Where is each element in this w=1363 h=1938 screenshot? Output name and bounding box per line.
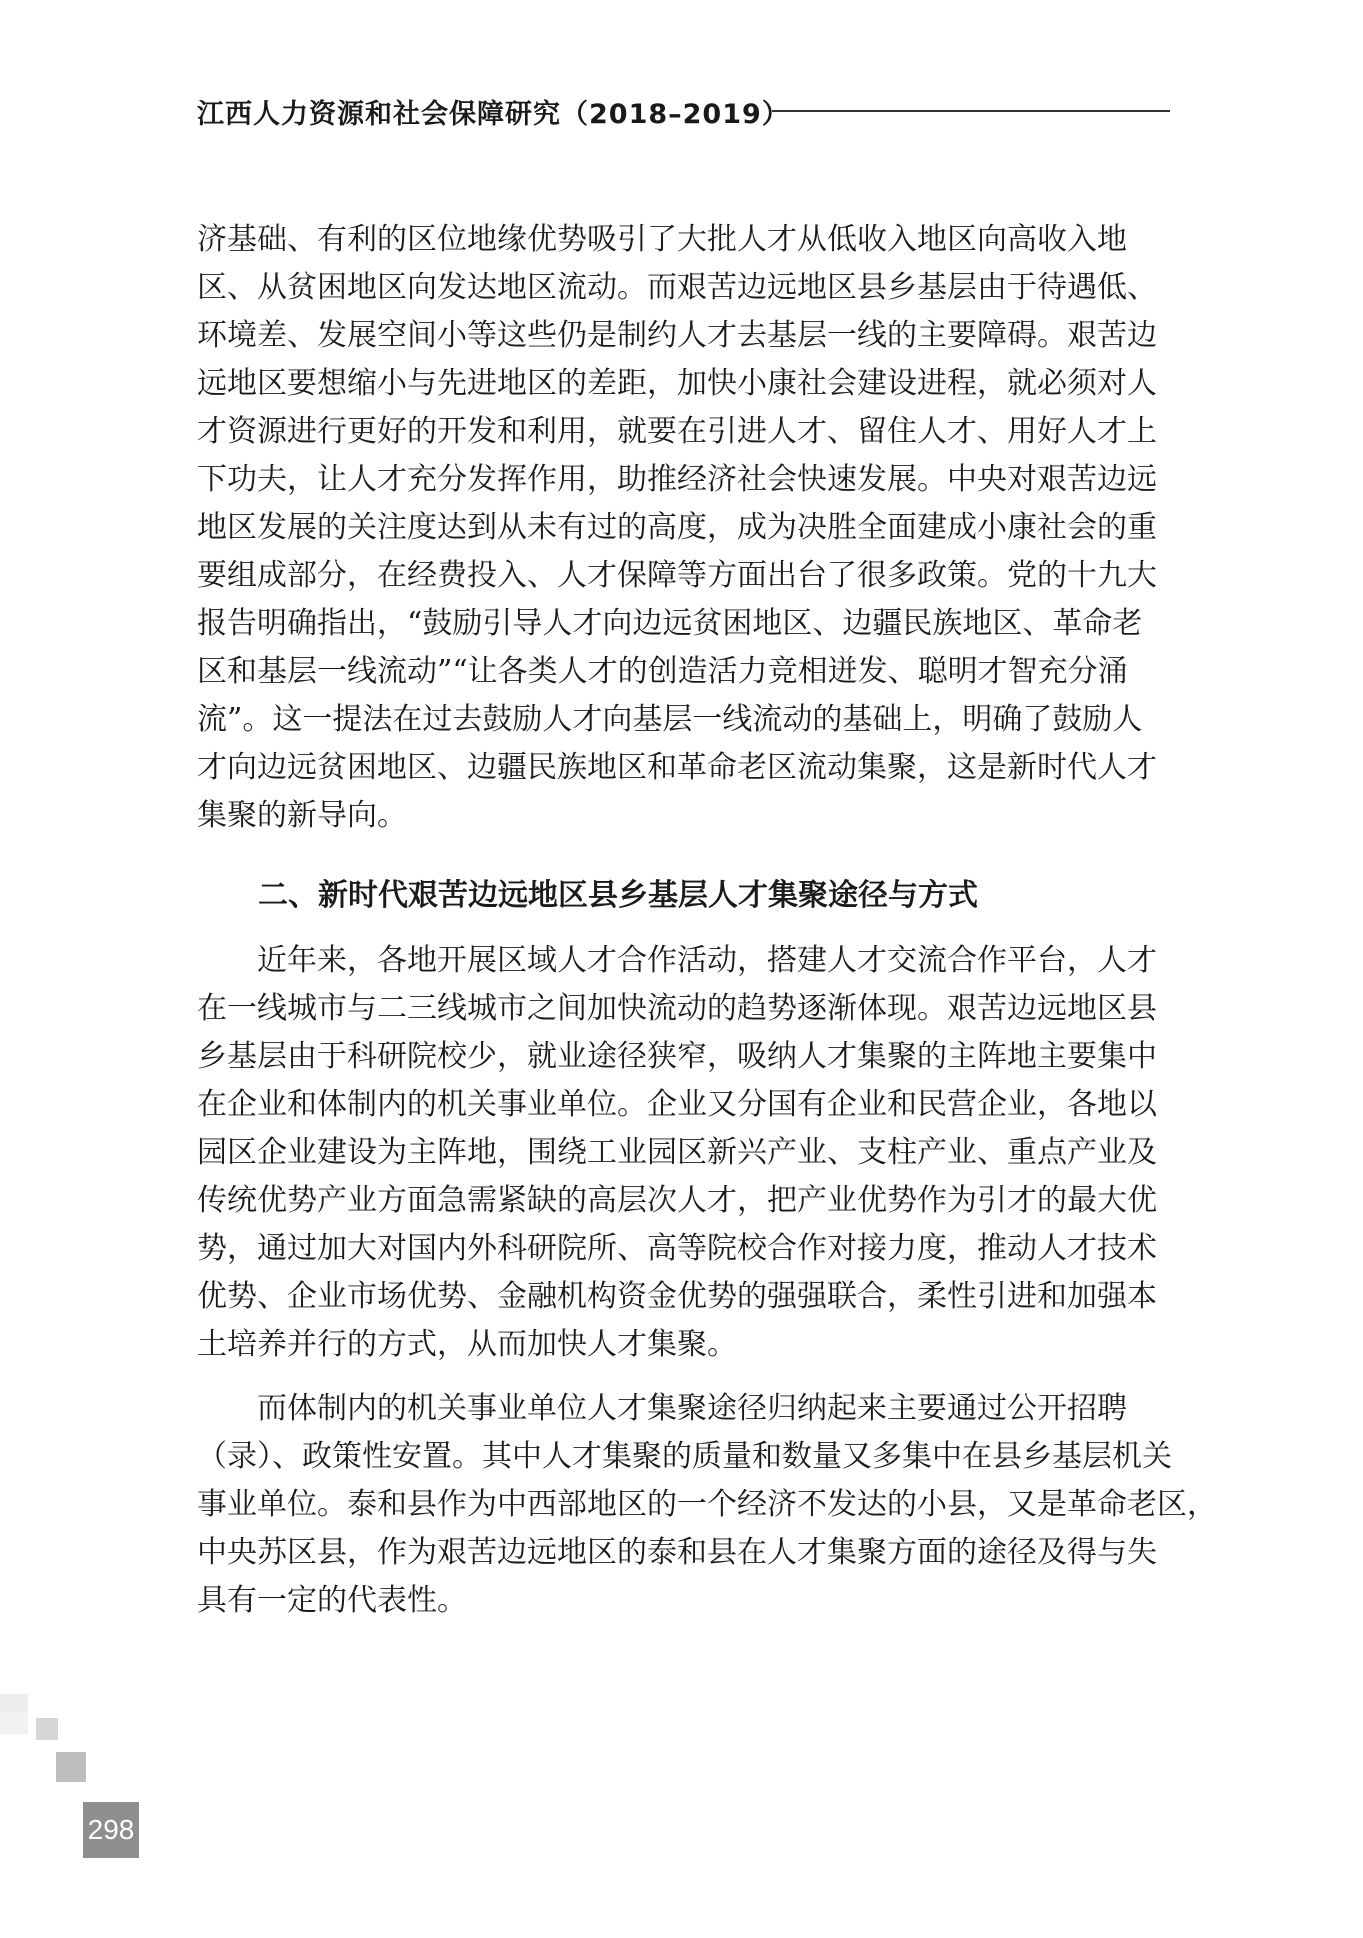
text-line: 具有一定的代表性。	[197, 1583, 467, 1618]
text-line: 才向边远贫困地区、边疆民族地区和革命老区流动集聚，这是新时代人才	[197, 750, 1157, 785]
text-line: 中央苏区县，作为艰苦边远地区的泰和县在人才集聚方面的途径及得与失	[197, 1535, 1157, 1570]
text-line: 优势、企业市场优势、金融机构资金优势的强强联合，柔性引进和加强本	[197, 1279, 1157, 1314]
text-line: 才资源进行更好的开发和利用，就要在引进人才、留住人才、用好人才上	[197, 414, 1157, 449]
text-line: 乡基层由于科研院校少，就业途径狭窄，吸纳人才集聚的主阵地主要集中	[197, 1039, 1157, 1074]
decorative-square	[36, 1718, 58, 1740]
text-line: （录）、政策性安置。其中人才集聚的质量和数量又多集中在县乡基层机关	[197, 1439, 1172, 1474]
running-header-title: 江西人力资源和社会保障研究（2018–2019）	[197, 99, 790, 130]
paragraph-3	[197, 1385, 1217, 1625]
text-line: 在一线城市与二三线城市之间加快流动的趋势逐渐体现。艰苦边远地区县	[197, 991, 1157, 1026]
section-heading: 二、新时代艰苦边远地区县乡基层人才集聚途径与方式	[258, 878, 978, 913]
text-line: 势，通过加大对国内外科研院所、高等院校合作对接力度，推动人才技术	[197, 1231, 1157, 1266]
text-line: 环境差、发展空间小等这些仍是制约人才去基层一线的主要障碍。艰苦边	[197, 318, 1157, 353]
text-line: 济基础、有利的区位地缘优势吸引了大批人才从低收入地区向高收入地	[197, 222, 1127, 257]
text-line: 传统优势产业方面急需紧缺的高层次人才，把产业优势作为引才的最大优	[197, 1183, 1157, 1218]
text-line: 而体制内的机关事业单位人才集聚途径归纳起来主要通过公开招聘	[257, 1391, 1127, 1426]
text-line: 集聚的新导向。	[197, 798, 407, 833]
text-line: 流”。这一提法在过去鼓励人才向基层一线流动的基础上，明确了鼓励人	[197, 702, 1143, 737]
text-line: 土培养并行的方式，从而加快人才集聚。	[197, 1327, 737, 1362]
header-rule	[772, 110, 1170, 112]
text-line: 区、从贫困地区向发达地区流动。而艰苦边远地区县乡基层由于待遇低、	[197, 270, 1157, 305]
decorative-square	[56, 1752, 86, 1782]
paragraph-2	[197, 937, 1172, 1369]
paragraph-1	[197, 216, 1172, 840]
decorative-square	[0, 1712, 28, 1734]
text-line: 地区发展的关注度达到从未有过的高度，成为决胜全面建成小康社会的重	[197, 510, 1157, 545]
text-line: 区和基层一线流动”“让各类人才的创造活力竞相迸发、聪明才智充分涌	[197, 654, 1128, 689]
page-number: 298	[83, 1802, 139, 1858]
text-line: 在企业和体制内的机关事业单位。企业又分国有企业和民营企业，各地以	[197, 1087, 1157, 1122]
text-line: 事业单位。泰和县作为中西部地区的一个经济不发达的小县，又是革命老区，	[197, 1487, 1217, 1522]
text-line: 报告明确指出，“鼓励引导人才向边远贫困地区、边疆民族地区、革命老	[197, 606, 1143, 641]
text-line: 园区企业建设为主阵地，围绕工业园区新兴产业、支柱产业、重点产业及	[197, 1135, 1157, 1170]
text-line: 下功夫，让人才充分发挥作用，助推经济社会快速发展。中央对艰苦边远	[197, 462, 1157, 497]
text-line: 近年来，各地开展区域人才合作活动，搭建人才交流合作平台，人才	[257, 943, 1157, 978]
text-line: 要组成部分，在经费投入、人才保障等方面出台了很多政策。党的十九大	[197, 558, 1157, 593]
text-line: 远地区要想缩小与先进地区的差距，加快小康社会建设进程，就必须对人	[197, 366, 1157, 401]
decorative-square	[0, 1694, 28, 1712]
